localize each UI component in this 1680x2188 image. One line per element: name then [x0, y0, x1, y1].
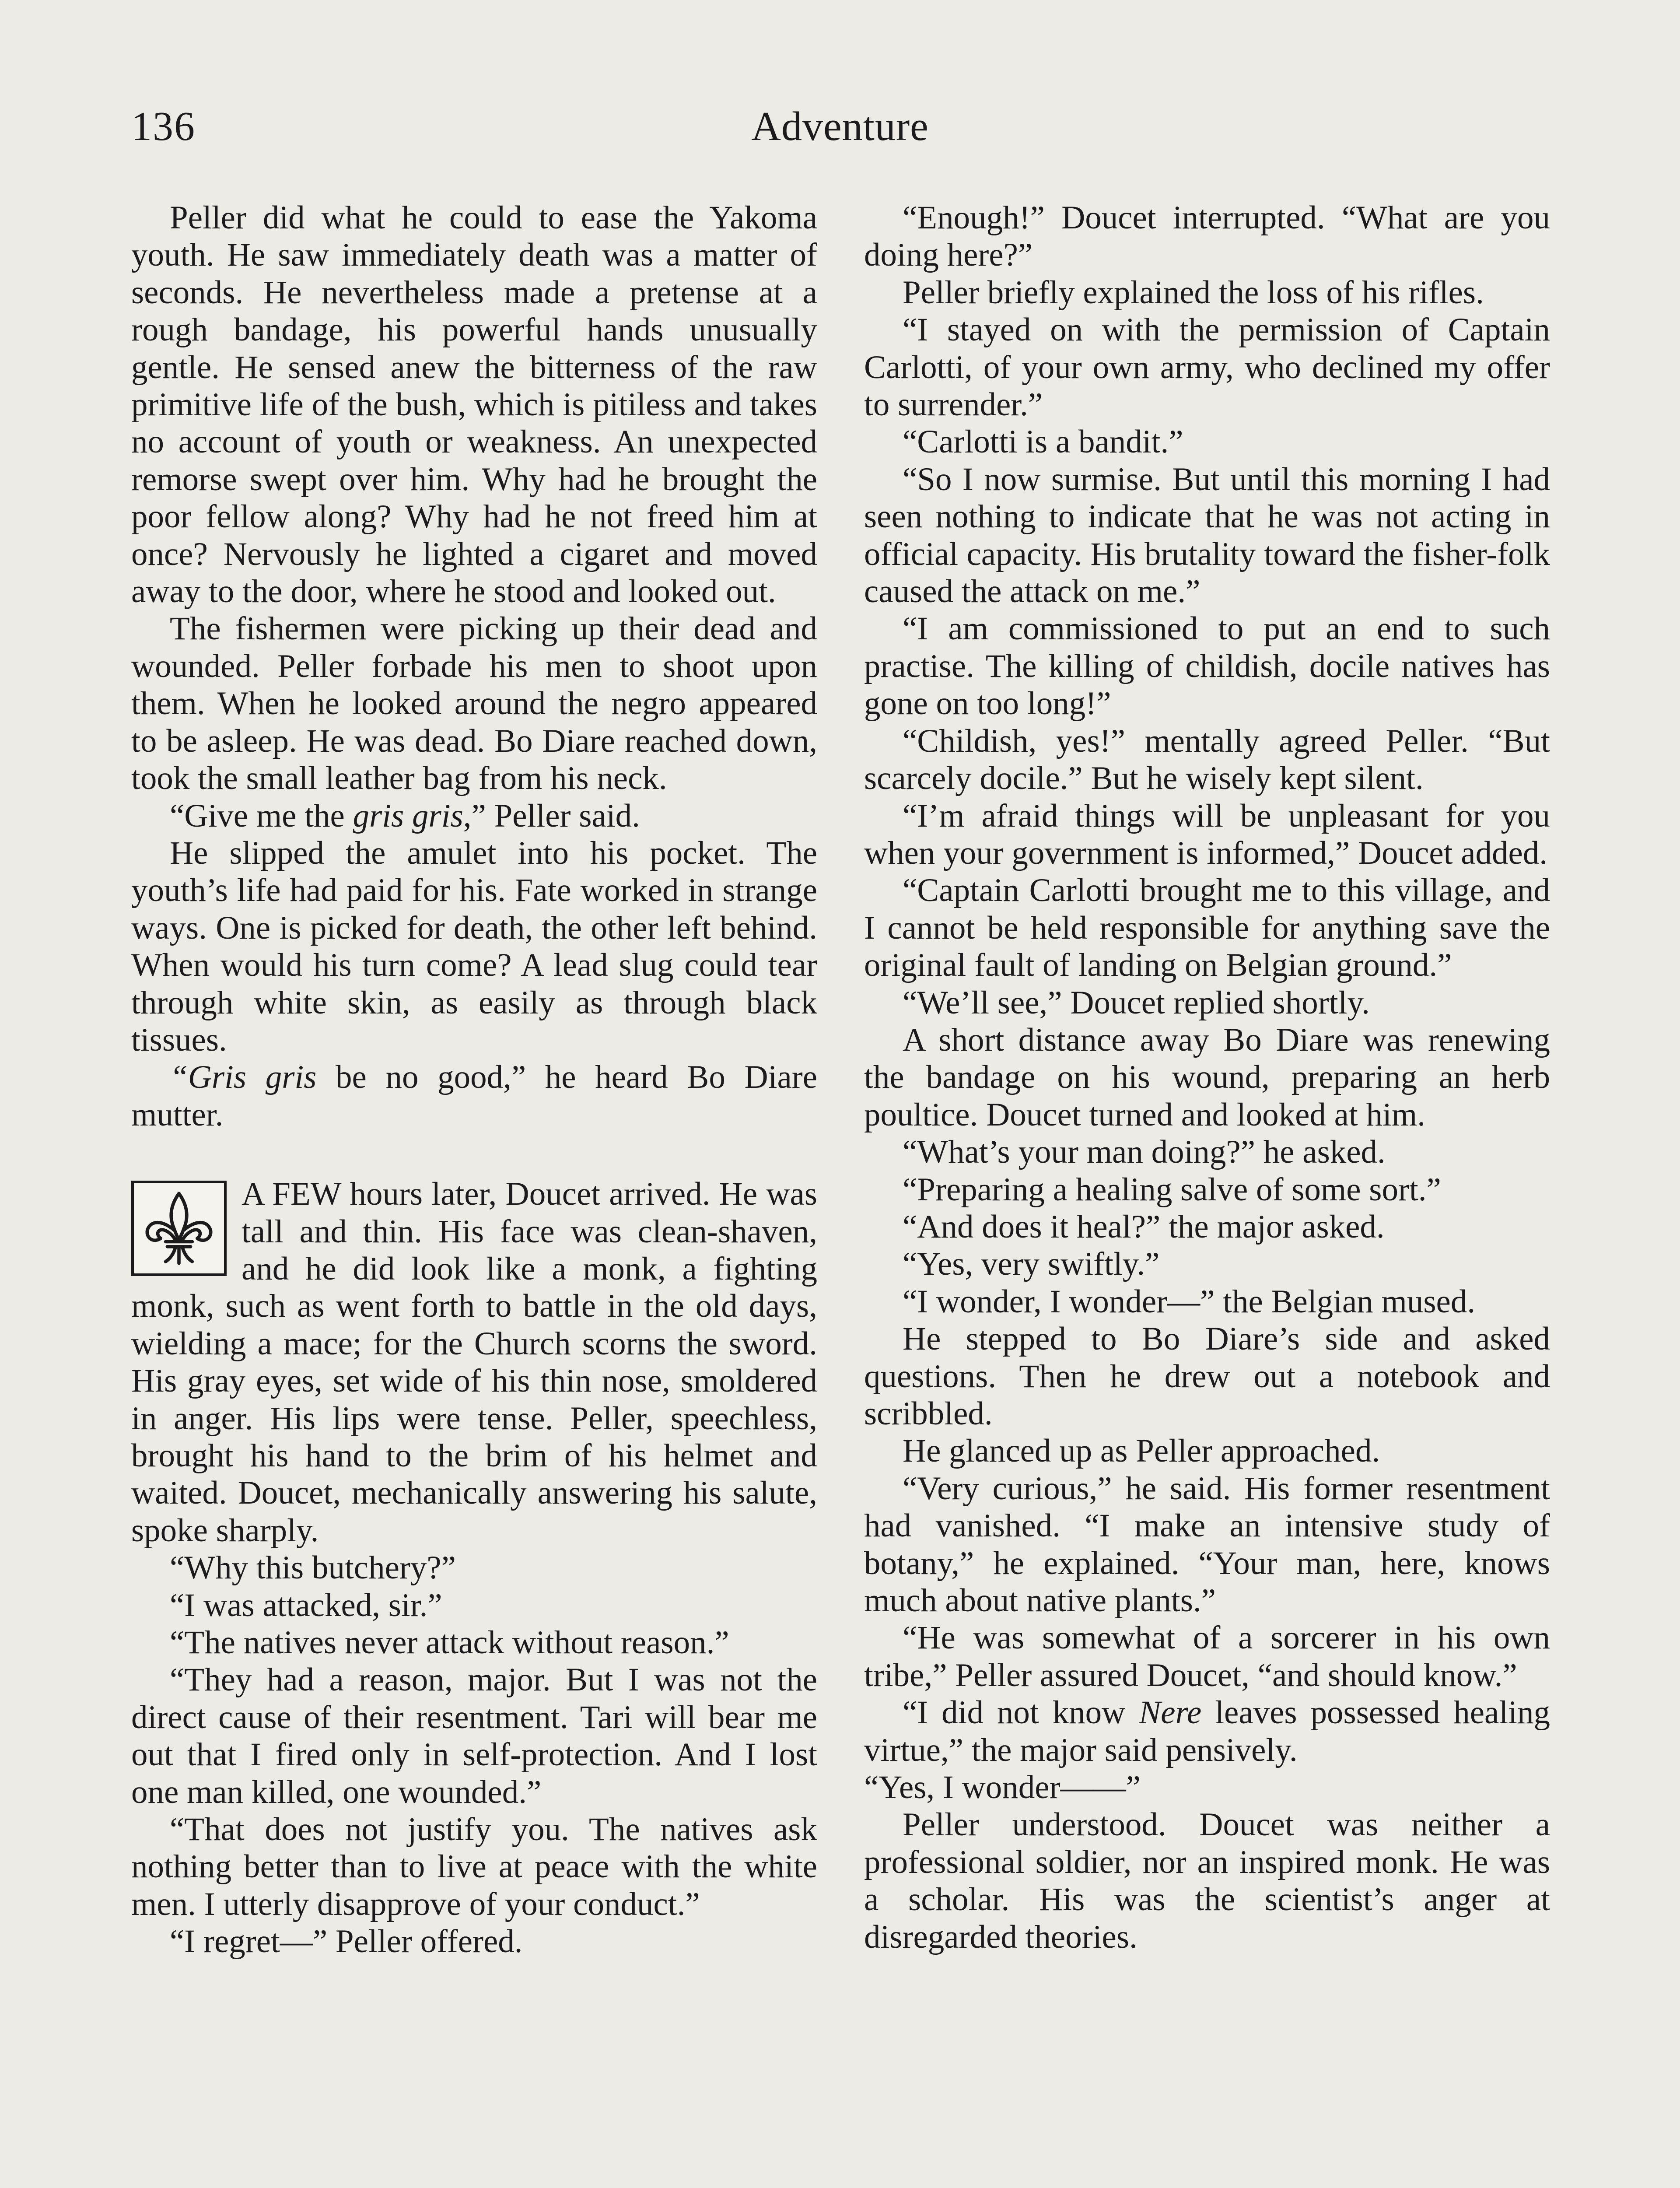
- fleur-de-lis-icon: [131, 1181, 227, 1276]
- paragraph: “Yes, very swiftly.”: [903, 1246, 1160, 1283]
- paragraph: “I’m afraid things will be unpleasant for you when your government is informed,” Doucet added.: [864, 797, 1550, 871]
- paragraph: A short distance away Bo Diare was renewing the bandage on his wound, preparing an herb poultice. Doucet turned and looked at him.: [864, 1021, 1550, 1133]
- paragraph: [131, 797, 817, 835]
- paragraph: “That does not justify you. The natives ask nothing better than to live at peace with the white men. I utterly disapprove of your conduct.”: [131, 1811, 817, 1922]
- paragraph: “I stayed on with the permission of Captain Carlotti, of your own army, who declined my offer to surrender.”: [864, 312, 1550, 423]
- italic-text: “Gris gris: [170, 1059, 317, 1096]
- paragraph: “Childish, yes!” mentally agreed Peller. “But scarcely docile.” But he wisely kept silent.: [864, 722, 1550, 797]
- text-run: be no good,” he heard Bo Diare mutter.: [131, 1059, 818, 1133]
- paragraph: Peller understood. Doucet was neither a professional soldier, nor an inspired monk. He was a scholar. His was the scientist’s anger at disregarded theories.: [864, 1806, 1550, 1955]
- right-column: [864, 199, 1550, 1956]
- paragraph: “I regret—” Peller offered.: [170, 1923, 523, 1960]
- paragraph: “Captain Carlotti brought me to this village, and I cannot be held responsible for anything save the original fault of landing on Belgian ground.”: [864, 872, 1550, 984]
- paragraph: “Why this butchery?”: [170, 1550, 456, 1586]
- paragraph: “Preparing a healing salve of some sort.”: [903, 1171, 1441, 1208]
- paragraph: “Enough!” Doucet interrupted. “What are you doing here?”: [864, 200, 1550, 274]
- paragraph: Peller did what he could to ease the Yakoma youth. He saw immediately death was a matter of seconds. He nevertheless made a pretense at a rough bandage, his powerful hands unusually gentle. He sensed anew the bitterness of the raw primitive life of the bush, which is pitiless and takes no account of youth or weakness. An unexpected remorse swept over him. Why had he brought the poor fellow along? Why had he not freed him at once? Nervously he lighted a cigaret and moved away to the door, where he stood and looked out.: [131, 200, 817, 610]
- paragraph: “What’s your man doing?” he asked.: [903, 1134, 1386, 1171]
- paragraph: He glanced up as Peller approached.: [903, 1433, 1380, 1469]
- text-run: leaves possessed healing virtue,” the major said pensively.: [864, 1694, 1550, 1768]
- paragraph: “He was somewhat of a sorcerer in his own tribe,” Peller assured Doucet, “and should know.”: [864, 1620, 1550, 1694]
- paragraph: “So I now surmise. But until this morning I had seen nothing to indicate that he was not acting in official capacity. His brutality toward the fisher-folk caused the attack on me.”: [864, 461, 1550, 610]
- paragraph: The fishermen were picking up their dead and wounded. Peller forbade his men to shoot upon them. When he looked around the negro appeared to be asleep. He was dead. Bo Diare reached down, took the small leather bag from his neck.: [131, 610, 817, 797]
- italic-text: Nere: [1139, 1694, 1202, 1731]
- section-opening-paragraph: [131, 1175, 817, 1549]
- text-run: ,” Peller said.: [463, 797, 640, 834]
- paragraph: “I was attacked, sir.”: [170, 1587, 442, 1623]
- page-number: 136: [131, 104, 196, 149]
- text-run: “I did not know: [903, 1694, 1139, 1731]
- text-run: A FEW hours later, Doucet arrived. He was tall and thin. His face was clean-shaven, and he did look like a monk, a fighting monk, such as went forth to battle in the old days, wielding a mace; for the Church scorns the sword. His gray eyes, set wide of his thin nose, smoldered in anger. His lips were tense. Peller, speechless, brought his hand to the brim of his helmet and waited. Doucet, mechanically answering his salute, spoke sharply.: [131, 1176, 817, 1549]
- paragraph: He slipped the amulet into his pocket. The youth’s life had paid for his. Fate worked in strange ways. One is picked for death, the other left behind. When would his turn come? A lead slug could tear through white skin, as easily as through black tissues.: [131, 835, 817, 1058]
- text-run: “Give me the: [170, 797, 353, 834]
- paragraph: “I wonder, I wonder—” the Belgian mused.: [903, 1283, 1476, 1320]
- section-break: [131, 1133, 817, 1175]
- paragraph: He stepped to Bo Diare’s side and asked questions. Then he drew out a notebook and scribbled.: [864, 1321, 1550, 1432]
- paragraph: “Carlotti is a bandit.”: [903, 424, 1183, 460]
- italic-text: gris gris: [353, 797, 463, 834]
- running-title: Adventure: [751, 104, 929, 149]
- paragraph: [864, 1694, 1550, 1769]
- paragraph: [131, 1059, 817, 1133]
- paragraph: “Yes, I wonder——”: [864, 1769, 1141, 1806]
- paragraph: Peller briefly explained the loss of his rifles.: [903, 274, 1484, 311]
- paragraph: “They had a reason, major. But I was not the direct cause of their resentment. Tari will bear me out that I fired only in self-protection. And I lost one man killed, one wounded.”: [131, 1662, 817, 1810]
- paragraph: “The natives never attack without reason.”: [170, 1624, 729, 1661]
- paragraph: “And does it heal?” the major asked.: [903, 1208, 1385, 1245]
- page-header: [131, 103, 1549, 164]
- left-column: [131, 199, 817, 1960]
- paragraph: “We’ll see,” Doucet replied shortly.: [903, 984, 1370, 1021]
- paragraph: “Very curious,” he said. His former resentment had vanished. “I make an intensive study of botany,” he explained. “Your man, here, knows much about native plants.”: [864, 1470, 1550, 1619]
- paragraph: “I am commissioned to put an end to such practise. The killing of childish, docile natives has gone on too long!”: [864, 610, 1550, 722]
